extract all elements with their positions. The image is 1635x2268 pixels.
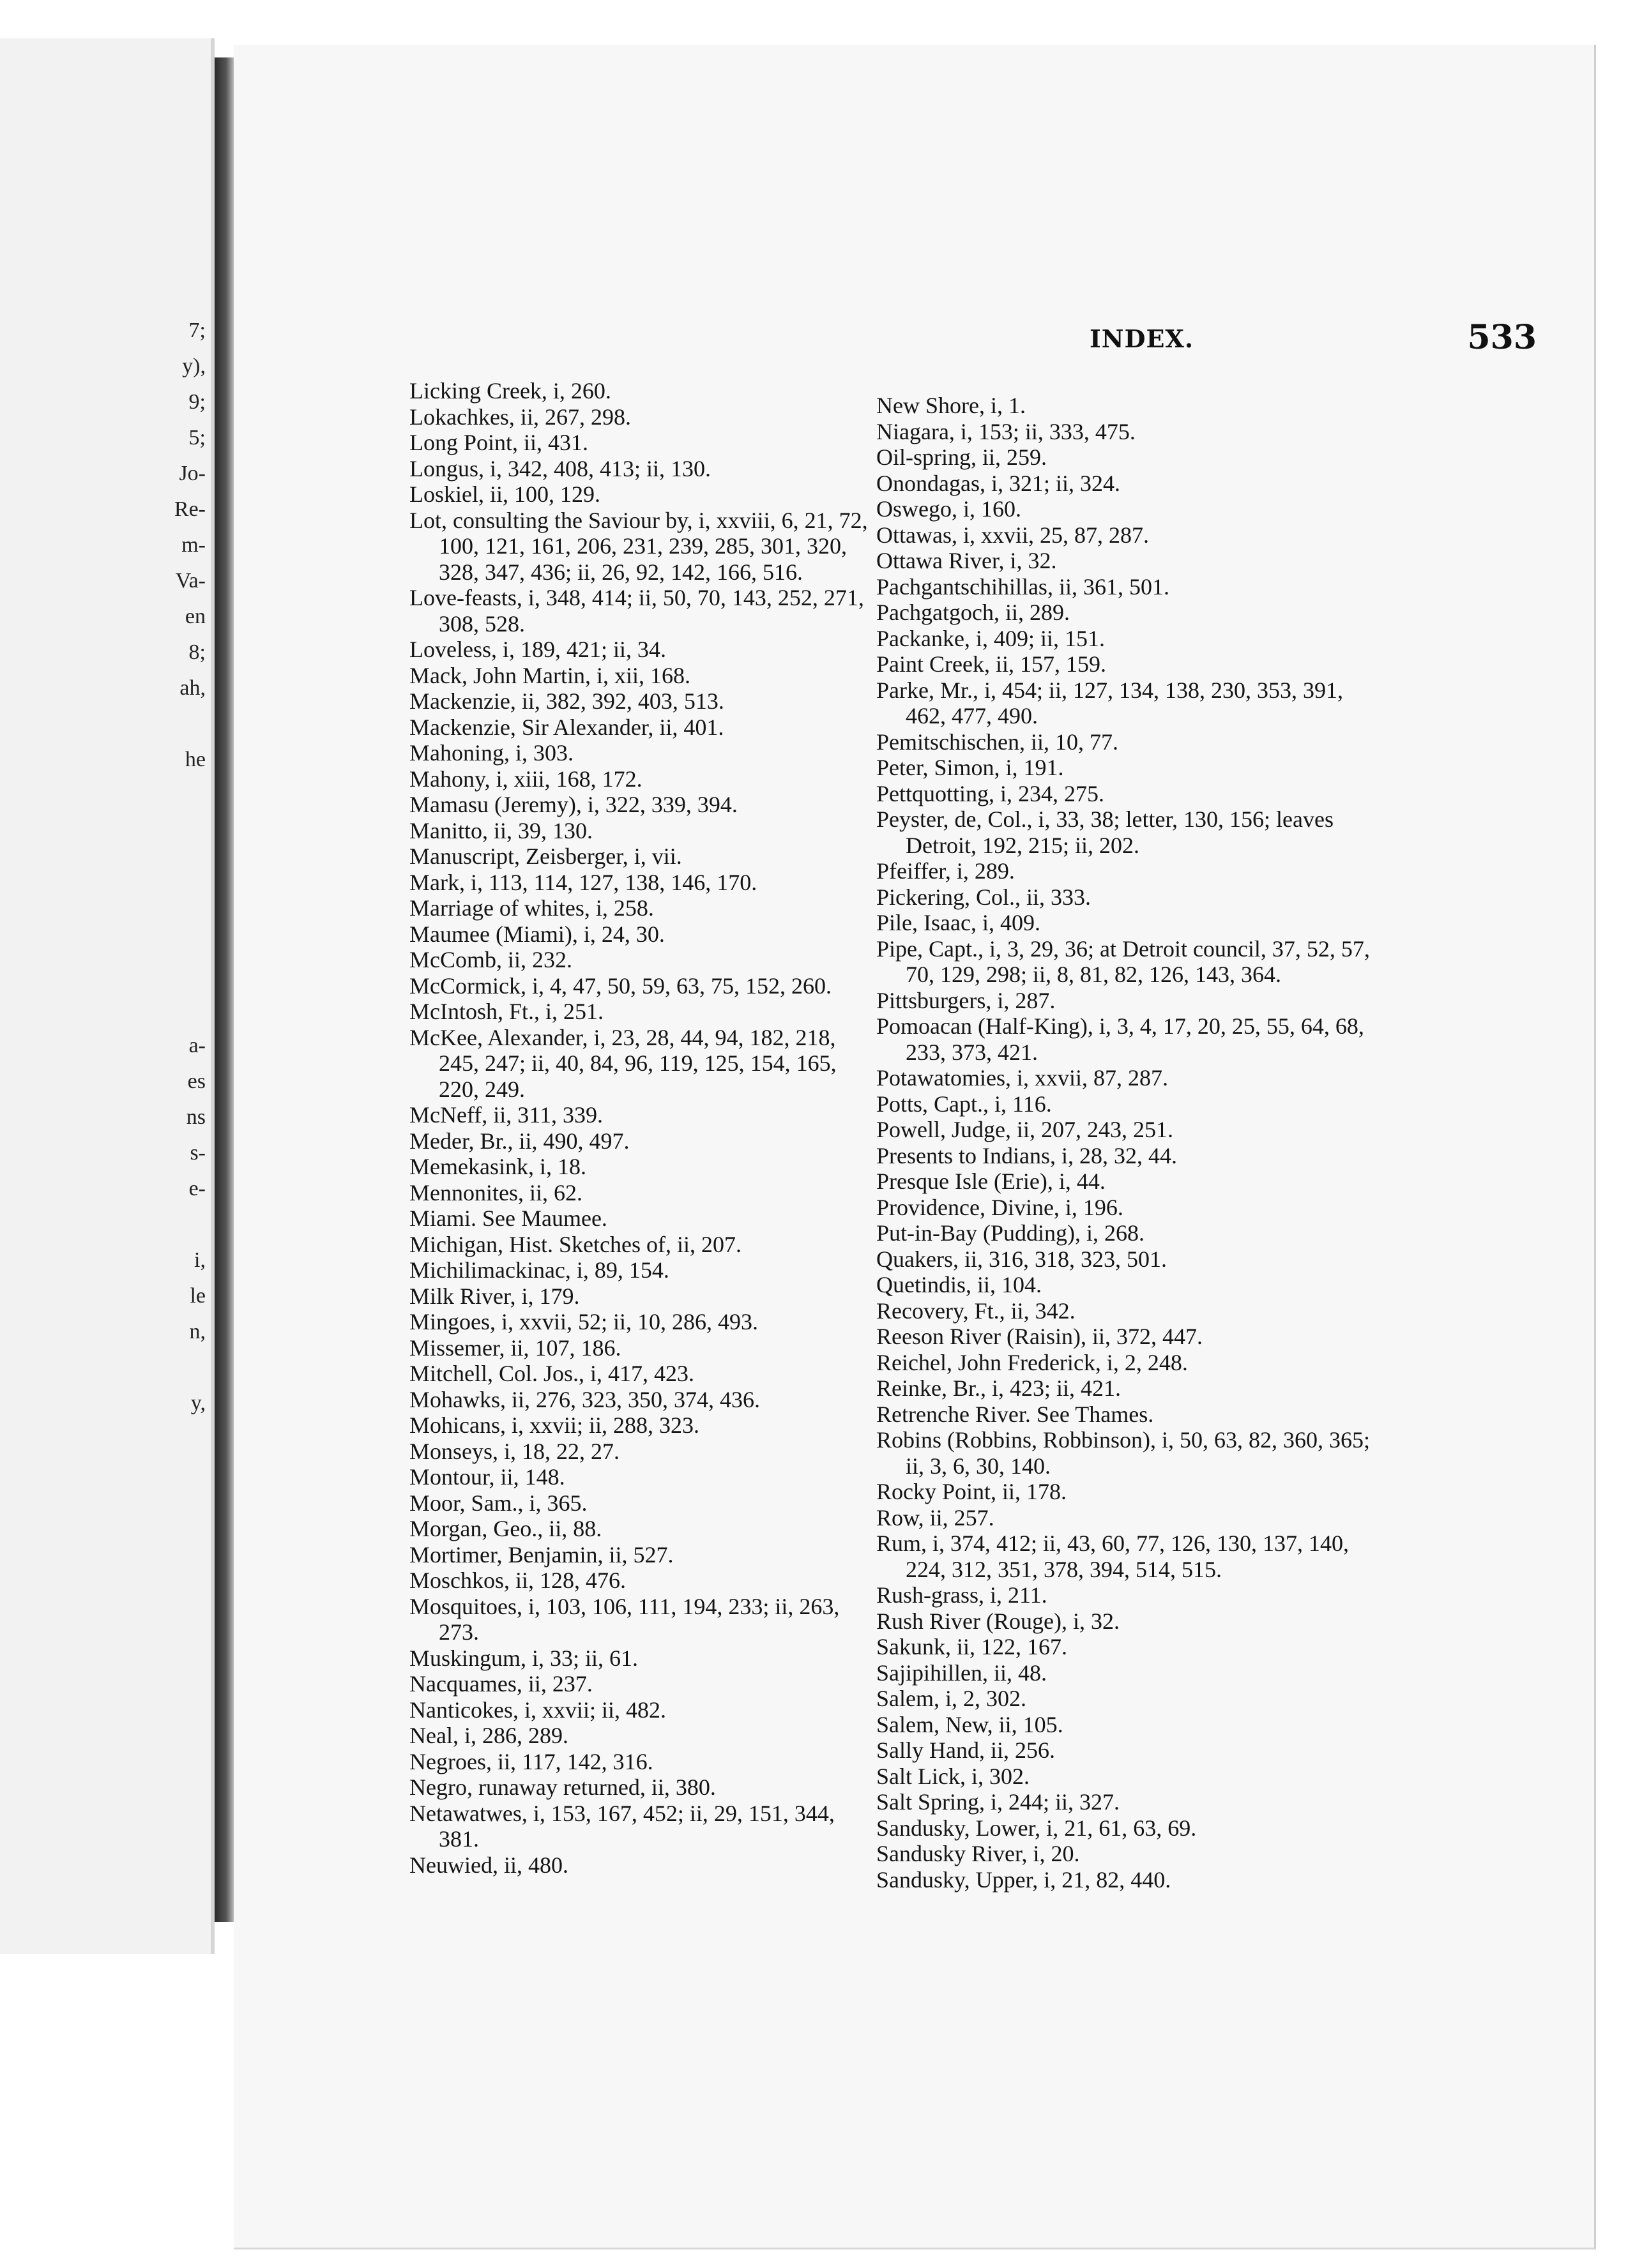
index-column-left bbox=[409, 378, 876, 1878]
fragment-line: s- bbox=[190, 1141, 206, 1165]
fragment-line: y, bbox=[190, 1391, 206, 1415]
index-entry: Pittsburgers, i, 287. bbox=[876, 987, 1056, 1013]
fragment-line: ns bbox=[186, 1105, 206, 1129]
index-entry: Marriage of whites, i, 258. bbox=[409, 895, 654, 921]
fragment-line: a- bbox=[188, 1034, 206, 1057]
index-entry: Ottawa River, i, 32. bbox=[876, 548, 1057, 573]
index-entry: Peter, Simon, i, 191. bbox=[876, 755, 1064, 780]
index-entry: Pickering, Col., ii, 333. bbox=[876, 884, 1091, 910]
index-entry: Reinke, Br., i, 423; ii, 421. bbox=[876, 1375, 1121, 1401]
index-entry: Put-in-Bay (Pudding), i, 268. bbox=[876, 1220, 1144, 1246]
index-entry: Netawatwes, i, 153, 167, 452; ii, 29, 151, 344, 381. bbox=[409, 1800, 835, 1852]
index-entry: Memekasink, i, 18. bbox=[409, 1154, 586, 1179]
index-entry: Mark, i, 113, 114, 127, 138, 146, 170. bbox=[409, 869, 757, 895]
index-entry: Mitchell, Col. Jos., i, 417, 423. bbox=[409, 1361, 695, 1386]
index-entry: Lokachkes, ii, 267, 298. bbox=[409, 404, 631, 430]
index-entry: Pettquotting, i, 234, 275. bbox=[876, 780, 1105, 806]
index-entry: Ottawas, i, xxvii, 25, 87, 287. bbox=[876, 522, 1149, 548]
index-entry: Love-feasts, i, 348, 414; ii, 50, 70, 143, 252, 271, 308, 528. bbox=[409, 585, 864, 637]
index-entry: Reichel, John Frederick, i, 2, 248. bbox=[876, 1349, 1188, 1375]
index-entry: Salem, New, ii, 105. bbox=[876, 1711, 1063, 1737]
index-entry: Mohicans, i, xxvii; ii, 288, 323. bbox=[409, 1412, 699, 1438]
index-entry: Presents to Indians, i, 28, 32, 44. bbox=[876, 1142, 1177, 1168]
index-entry: Reeson River (Raisin), ii, 372, 447. bbox=[876, 1324, 1203, 1349]
index-entry: Potawatomies, i, xxvii, 87, 287. bbox=[876, 1065, 1168, 1091]
index-entry: Licking Creek, i, 260. bbox=[409, 378, 611, 404]
index-entry: Loveless, i, 189, 421; ii, 34. bbox=[409, 637, 666, 662]
index-entry: Manitto, ii, 39, 130. bbox=[409, 817, 593, 843]
index-entry: Salt Lick, i, 302. bbox=[876, 1763, 1030, 1789]
index-entry: Maumee (Miami), i, 24, 30. bbox=[409, 921, 665, 947]
index-entry: Mamasu (Jeremy), i, 322, 339, 394. bbox=[409, 792, 738, 817]
fragment-line: m- bbox=[181, 533, 206, 557]
index-entry: Mackenzie, ii, 382, 392, 403, 513. bbox=[409, 688, 724, 714]
index-entry: Meder, Br., ii, 490, 497. bbox=[409, 1128, 630, 1154]
index-entry: McNeff, ii, 311, 339. bbox=[409, 1102, 603, 1128]
facing-page-text-fragments bbox=[155, 313, 206, 1421]
index-entry: Sakunk, ii, 122, 167. bbox=[876, 1634, 1068, 1659]
fragment-line: Va- bbox=[175, 569, 206, 593]
index-entry: Providence, Divine, i, 196. bbox=[876, 1194, 1123, 1220]
index-entry: Sally Hand, ii, 256. bbox=[876, 1737, 1055, 1763]
fragment-line bbox=[155, 706, 206, 742]
fragment-line: ah, bbox=[179, 676, 206, 700]
fragment-line: es bbox=[187, 1070, 206, 1093]
index-entry: Oil-spring, ii, 259. bbox=[876, 444, 1047, 470]
index-entry: Pachgantschihillas, ii, 361, 501. bbox=[876, 573, 1169, 600]
fragment-line bbox=[155, 921, 206, 956]
index-entry: Mosquitoes, i, 103, 106, 111, 194, 233; ii, 263, 273. bbox=[409, 1593, 840, 1645]
index-entry: Mingoes, i, xxvii, 52; ii, 10, 286, 493. bbox=[409, 1309, 759, 1334]
index-entry: Niagara, i, 153; ii, 333, 475. bbox=[876, 418, 1136, 444]
index-entry: Retrenche River. See Thames. bbox=[876, 1401, 1154, 1427]
index-entry: Moschkos, ii, 128, 476. bbox=[409, 1568, 627, 1593]
fragment-line bbox=[155, 778, 206, 813]
index-entry: Nacquames, ii, 237. bbox=[409, 1671, 593, 1697]
index-entry: Rush-grass, i, 211. bbox=[876, 1582, 1047, 1608]
index-entry: Powell, Judge, ii, 207, 243, 251. bbox=[876, 1117, 1173, 1142]
index-entry: Neal, i, 286, 289. bbox=[409, 1723, 568, 1748]
index-entry: Rocky Point, ii, 178. bbox=[876, 1479, 1067, 1504]
index-entry: Michilimackinac, i, 89, 154. bbox=[409, 1257, 669, 1283]
fragment-line: en bbox=[185, 605, 206, 628]
index-entry: McCormick, i, 4, 47, 50, 59, 63, 75, 152, 260. bbox=[409, 972, 832, 999]
index-entry: Salt Spring, i, 244; ii, 327. bbox=[876, 1789, 1120, 1815]
index-entry: Mahony, i, xiii, 168, 172. bbox=[409, 766, 643, 792]
fragment-line bbox=[155, 956, 206, 992]
index-entry: McIntosh, Ft., i, 251. bbox=[409, 999, 604, 1024]
index-entry: Quakers, ii, 316, 318, 323, 501. bbox=[876, 1246, 1167, 1272]
index-entry: Potts, Capt., i, 116. bbox=[876, 1091, 1052, 1117]
index-entry: McComb, ii, 232. bbox=[409, 947, 573, 972]
fragment-line bbox=[155, 813, 206, 849]
index-entry: Lot, consulting the Saviour by, i, xxviii, 6, 21, 72, 100, 121, 161, 206, 231, 239, 285, 301, 320, 328, 347, 436; ii, 26, 92, 142, 166, 516. bbox=[409, 507, 868, 585]
index-entry: Onondagas, i, 321; ii, 324. bbox=[876, 470, 1120, 496]
fragment-line: e- bbox=[188, 1177, 206, 1200]
index-entry: Milk River, i, 179. bbox=[409, 1283, 580, 1309]
index-entry: Manuscript, Zeisberger, i, vii. bbox=[409, 843, 682, 869]
index-entry: Michigan, Hist. Sketches of, ii, 207. bbox=[409, 1231, 741, 1257]
index-entry: Montour, ii, 148. bbox=[409, 1464, 565, 1490]
index-column-right bbox=[876, 393, 1381, 1893]
index-entry: Pachgatgoch, ii, 289. bbox=[876, 600, 1070, 625]
index-entry: Mack, John Martin, i, xii, 168. bbox=[409, 662, 690, 688]
index-entry: Sandusky, Upper, i, 21, 82, 440. bbox=[876, 1866, 1171, 1893]
index-entry: Muskingum, i, 33; ii, 61. bbox=[409, 1645, 639, 1671]
index-entry: Mahoning, i, 303. bbox=[409, 740, 574, 766]
fragment-line: 7; bbox=[188, 319, 206, 342]
index-entry: Pipe, Capt., i, 3, 29, 36; at Detroit council, 37, 52, 57, 70, 129, 298; ii, 8, 81, 82, 126, 143, 364. bbox=[876, 935, 1370, 987]
index-entry: Moor, Sam., i, 365. bbox=[409, 1490, 588, 1516]
index-entry: Peyster, de, Col., i, 33, 38; letter, 130, 156; leaves Detroit, 192, 215; ii, 202. bbox=[876, 806, 1334, 858]
index-entry: Longus, i, 342, 408, 413; ii, 130. bbox=[409, 455, 711, 481]
fragment-line: Re- bbox=[174, 497, 206, 521]
index-entry: Parke, Mr., i, 454; ii, 127, 134, 138, 230, 353, 391, 462, 477, 490. bbox=[876, 677, 1343, 729]
fragment-line bbox=[155, 849, 206, 885]
index-entry: Neuwied, ii, 480. bbox=[409, 1852, 568, 1878]
index-entry: Pfeiffer, i, 289. bbox=[876, 858, 1015, 884]
index-entry: Mortimer, Benjamin, ii, 527. bbox=[409, 1541, 674, 1568]
index-entry: Salem, i, 2, 302. bbox=[876, 1686, 1026, 1711]
index-entry: Row, ii, 257. bbox=[876, 1504, 994, 1531]
fragment-line: he bbox=[185, 748, 206, 771]
index-entry: Mohawks, ii, 276, 323, 350, 374, 436. bbox=[409, 1386, 760, 1412]
index-entry: Robins (Robbins, Robbinson), i, 50, 63, 82, 360, 365; ii, 3, 6, 30, 140. bbox=[876, 1427, 1371, 1479]
index-entry: Rush River (Rouge), i, 32. bbox=[876, 1608, 1120, 1634]
index-entry: Mennonites, ii, 62. bbox=[409, 1179, 582, 1206]
fragment-line: i, bbox=[194, 1248, 206, 1272]
fragment-line: 8; bbox=[188, 640, 206, 664]
index-page bbox=[234, 45, 1596, 2249]
fragment-line bbox=[155, 1350, 206, 1386]
fragment-line: le bbox=[190, 1284, 206, 1308]
index-entry: Rum, i, 374, 412; ii, 43, 60, 77, 126, 130, 137, 140, 224, 312, 351, 378, 394, 514, 515. bbox=[876, 1531, 1350, 1582]
fragment-line: n, bbox=[189, 1320, 206, 1343]
index-entry: Sajipihillen, ii, 48. bbox=[876, 1659, 1047, 1686]
fragment-line: 9; bbox=[188, 390, 206, 414]
index-entry: Long Point, ii, 431. bbox=[409, 430, 589, 455]
fragment-line: Jo- bbox=[179, 462, 206, 485]
index-entry: Miami. See Maumee. bbox=[409, 1206, 607, 1231]
fragment-line bbox=[155, 1207, 206, 1243]
index-entry: Recovery, Ft., ii, 342. bbox=[876, 1297, 1076, 1324]
index-entry: Negroes, ii, 117, 142, 316. bbox=[409, 1748, 653, 1774]
index-entry: Missemer, ii, 107, 186. bbox=[409, 1334, 621, 1361]
index-entry: Nanticokes, i, xxvii; ii, 482. bbox=[409, 1697, 666, 1723]
fragment-line bbox=[155, 885, 206, 921]
book-gutter bbox=[215, 57, 234, 1922]
index-entry: Oswego, i, 160. bbox=[876, 496, 1021, 522]
fragment-line: 5; bbox=[188, 426, 206, 450]
index-entry: Sandusky River, i, 20. bbox=[876, 1841, 1080, 1866]
index-entry: McKee, Alexander, i, 23, 28, 44, 94, 182, 218, 245, 247; ii, 40, 84, 96, 119, 125, 154, 165, 220, 249. bbox=[409, 1024, 837, 1102]
index-entry: Morgan, Geo., ii, 88. bbox=[409, 1516, 602, 1541]
index-entry: Quetindis, ii, 104. bbox=[876, 1272, 1042, 1297]
index-entry: Presque Isle (Erie), i, 44. bbox=[876, 1168, 1106, 1194]
page-header bbox=[1090, 318, 1537, 375]
index-entry: Monseys, i, 18, 22, 27. bbox=[409, 1438, 620, 1464]
index-entry: New Shore, i, 1. bbox=[876, 393, 1026, 418]
index-entry: Negro, runaway returned, ii, 380. bbox=[409, 1774, 716, 1800]
fragment-line: y), bbox=[182, 354, 206, 378]
index-entry: Sandusky, Lower, i, 21, 61, 63, 69. bbox=[876, 1815, 1197, 1841]
index-entry: Loskiel, ii, 100, 129. bbox=[409, 481, 600, 507]
index-entry: Pemitschischen, ii, 10, 77. bbox=[876, 729, 1118, 755]
facing-page bbox=[0, 38, 215, 1954]
fragment-line bbox=[155, 992, 206, 1028]
index-entry: Mackenzie, Sir Alexander, ii, 401. bbox=[409, 714, 724, 740]
index-entry: Paint Creek, ii, 157, 159. bbox=[876, 651, 1106, 677]
index-entry: Pomoacan (Half-King), i, 3, 4, 17, 20, 25, 55, 64, 68, 233, 373, 421. bbox=[876, 1013, 1364, 1065]
page-number: 533 bbox=[1467, 318, 1537, 357]
index-entry: Pile, Isaac, i, 409. bbox=[876, 910, 1040, 935]
index-entry: Packanke, i, 409; ii, 151. bbox=[876, 625, 1105, 651]
running-head: INDEX. bbox=[1090, 324, 1194, 353]
